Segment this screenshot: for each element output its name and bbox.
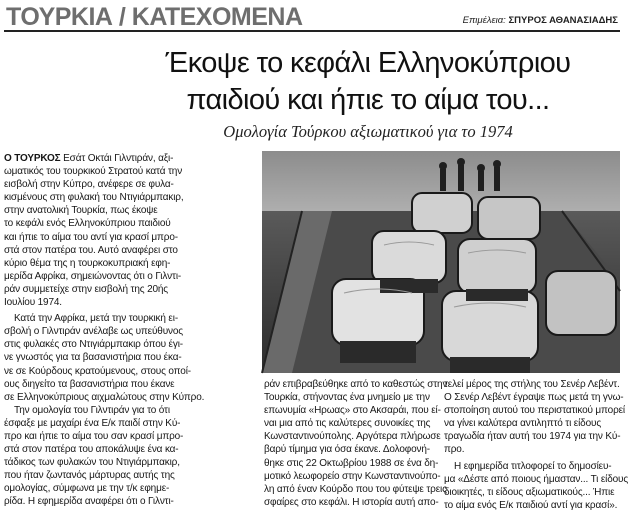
article-line: ους διηγείτο τα βασανιστήρια που έκανε (4, 378, 175, 390)
article-line: Την ομολογία του Γιλντιράν για το ότι (14, 404, 170, 416)
article-line: βαρύ τίμημα για όσα έκανε. Δολοφονή- (264, 444, 430, 456)
article-line: μοτικό λεωφορείο στην Κωνσταντινούπο- (264, 470, 441, 482)
article-line: εισβολή στην Κύπρο, ανέφερε σε φυλα- (4, 179, 174, 191)
article-line: ωματικός του τουρκικού Στρατού κατά την (4, 166, 183, 178)
article-line: στις φυλακές στο Ντιγιάρμπακιρ όπου έγι- (4, 339, 183, 351)
article-column-2 (264, 378, 448, 509)
article-line: τραγωδία ήταν αυτή του 1974 για την Κύ- (444, 431, 621, 443)
article-line: στά στον πατέρα του. Αυτό αναφέρει στο (4, 244, 178, 256)
article-line: ρίδα. Η εφημερίδα αναφέρει ότι ο Γιλντι- (4, 496, 174, 508)
article-line: έσφαξε με μαχαίρι ένα Ε/κ παιδί στην Κύ- (4, 417, 181, 429)
section-header (4, 2, 620, 32)
article-line: επωνυμία «Ηρωας» στο Ακσαράι, που εί- (264, 405, 441, 417)
article-line: λη από έναν Κούρδο που του φύτεψε τρεις (264, 483, 447, 495)
lead-word: Ο ΤΟΥΡΚΟΣ (4, 153, 61, 164)
article-line: και ήπιε το αίμα του αντί για κρασί μπρο- (4, 231, 178, 243)
headline-line-2: παιδιού και ήπιε το αίμα του... (186, 84, 550, 116)
article-line: ράν επιβραβεύθηκε από το καθεστώς στην (264, 379, 448, 390)
article-line: το αίμα ενός Ε/κ παιδιού αντί για κρασί». (444, 499, 618, 511)
article-line: στά στον πατέρα του αποκάλυψε ένα κα- (4, 444, 179, 456)
article-line: στην ανατολική Τουρκία, πως έκοψε (4, 205, 158, 217)
subheadline: Ομολογία Τούρκου αξιωματικού για το 1974 (223, 122, 513, 141)
article-line: θηκε στις 22 Οκτωβρίου 1988 σε ένα δη- (264, 457, 439, 469)
article-line: διοικητές, τι είδους αξιωματικούς... Ήπιε (444, 486, 615, 498)
article-line: σε Ελληνοκύπριους αιχμαλώτους στην Κύπρο. (4, 391, 205, 403)
article-line: Ο Σενέρ Λεβέντ έγραψε πως μετά τη γνω- (444, 392, 624, 404)
article-line: στοποίηση αυτού του περιστατικού μπορεί (444, 405, 625, 417)
article-line: μα «Δέστε από ποιους ήμασταν... Τι είδους (444, 473, 628, 485)
article-line: νε γνωστός για τα βασανιστήρια που έκα- (4, 352, 182, 364)
article-line: ομολογίας, σύμφωνα με την τ/κ εφημε- (4, 483, 170, 495)
lead-line-rest: Εσάτ Οκτάι Γιλντιράν, αξι- (60, 153, 174, 164)
article-line: νε σε Κούρδους κρατούμενους, στους οποί- (4, 365, 191, 377)
article-column-3 (444, 378, 628, 512)
article-line (4, 152, 257, 165)
article-line: τελεί μέρος της στήλης του Σενέρ Λεβέντ. (444, 379, 620, 390)
article-line: προ και ήπιε το αίμα του σαν κρασί μπρο- (4, 430, 184, 442)
article-line: σφαίρες στο κεφάλι. Η ιστορία αυτή απο- (264, 496, 439, 508)
article-line: Τουρκία, στήνοντας ένα μνημείο με την (264, 392, 430, 404)
article-line: ναι μια από τις καλύτερες συνοικίες της (264, 418, 431, 430)
article-line: το κεφάλι ενός Ελληνοκύπριου παιδιού (4, 218, 171, 230)
article-line: μερίδα Αφρίκα, σημειώνοντας ότι ο Γιλντι- (4, 270, 182, 282)
article-line: προ. (444, 444, 465, 456)
section-title: ΤΟΥΡΚΙΑ / ΚΑΤΕΧΟΜΕΝΑ (6, 3, 303, 31)
editor-label: Επιμέλεια: (462, 15, 506, 26)
article-line: Κατά την Αφρίκα, μετά την τουρκική ει- (14, 313, 178, 325)
article-line: που ήταν ζωντανός μάρτυρας αυτής της (4, 470, 175, 482)
article-line: Κωνσταντινούπολης. Αργότερα πλήρωσε (264, 431, 441, 443)
military-vehicles-on-ship-photo (262, 151, 620, 373)
article-column-1 (4, 152, 257, 509)
article-line: κύριο θέμα της η τουρκοκυπριακή εφη- (4, 257, 171, 269)
article-line: ράν συμμετείχε στην εισβολή της 20ής (4, 283, 168, 295)
photo-image (262, 151, 620, 373)
article-line: σβολή ο Γιλντιράν ανέλαβε ως υπεύθυνος (4, 326, 183, 338)
editor-name: ΣΠΥΡΟΣ ΑΘΑΝΑΣΙΑΔΗΣ (508, 15, 618, 26)
article-line: τάδικος των φυλακών του Ντιγιάρμπακιρ, (4, 457, 180, 469)
article-line: να γίνει καλύτερα αντιληπτό τι είδους (444, 418, 601, 430)
headline-line-1: Έκοψε το κεφάλι Ελληνοκύπριου (165, 47, 571, 79)
article-line: Η εφημερίδα τιτλοφορεί το δημοσίευ- (454, 460, 612, 472)
article-line: κισμένους στη φυλακή του Ντιγιάρμπακιρ, (4, 192, 184, 204)
editor-credit (463, 15, 618, 26)
article-line: Ιουλίου 1974. (4, 297, 62, 309)
